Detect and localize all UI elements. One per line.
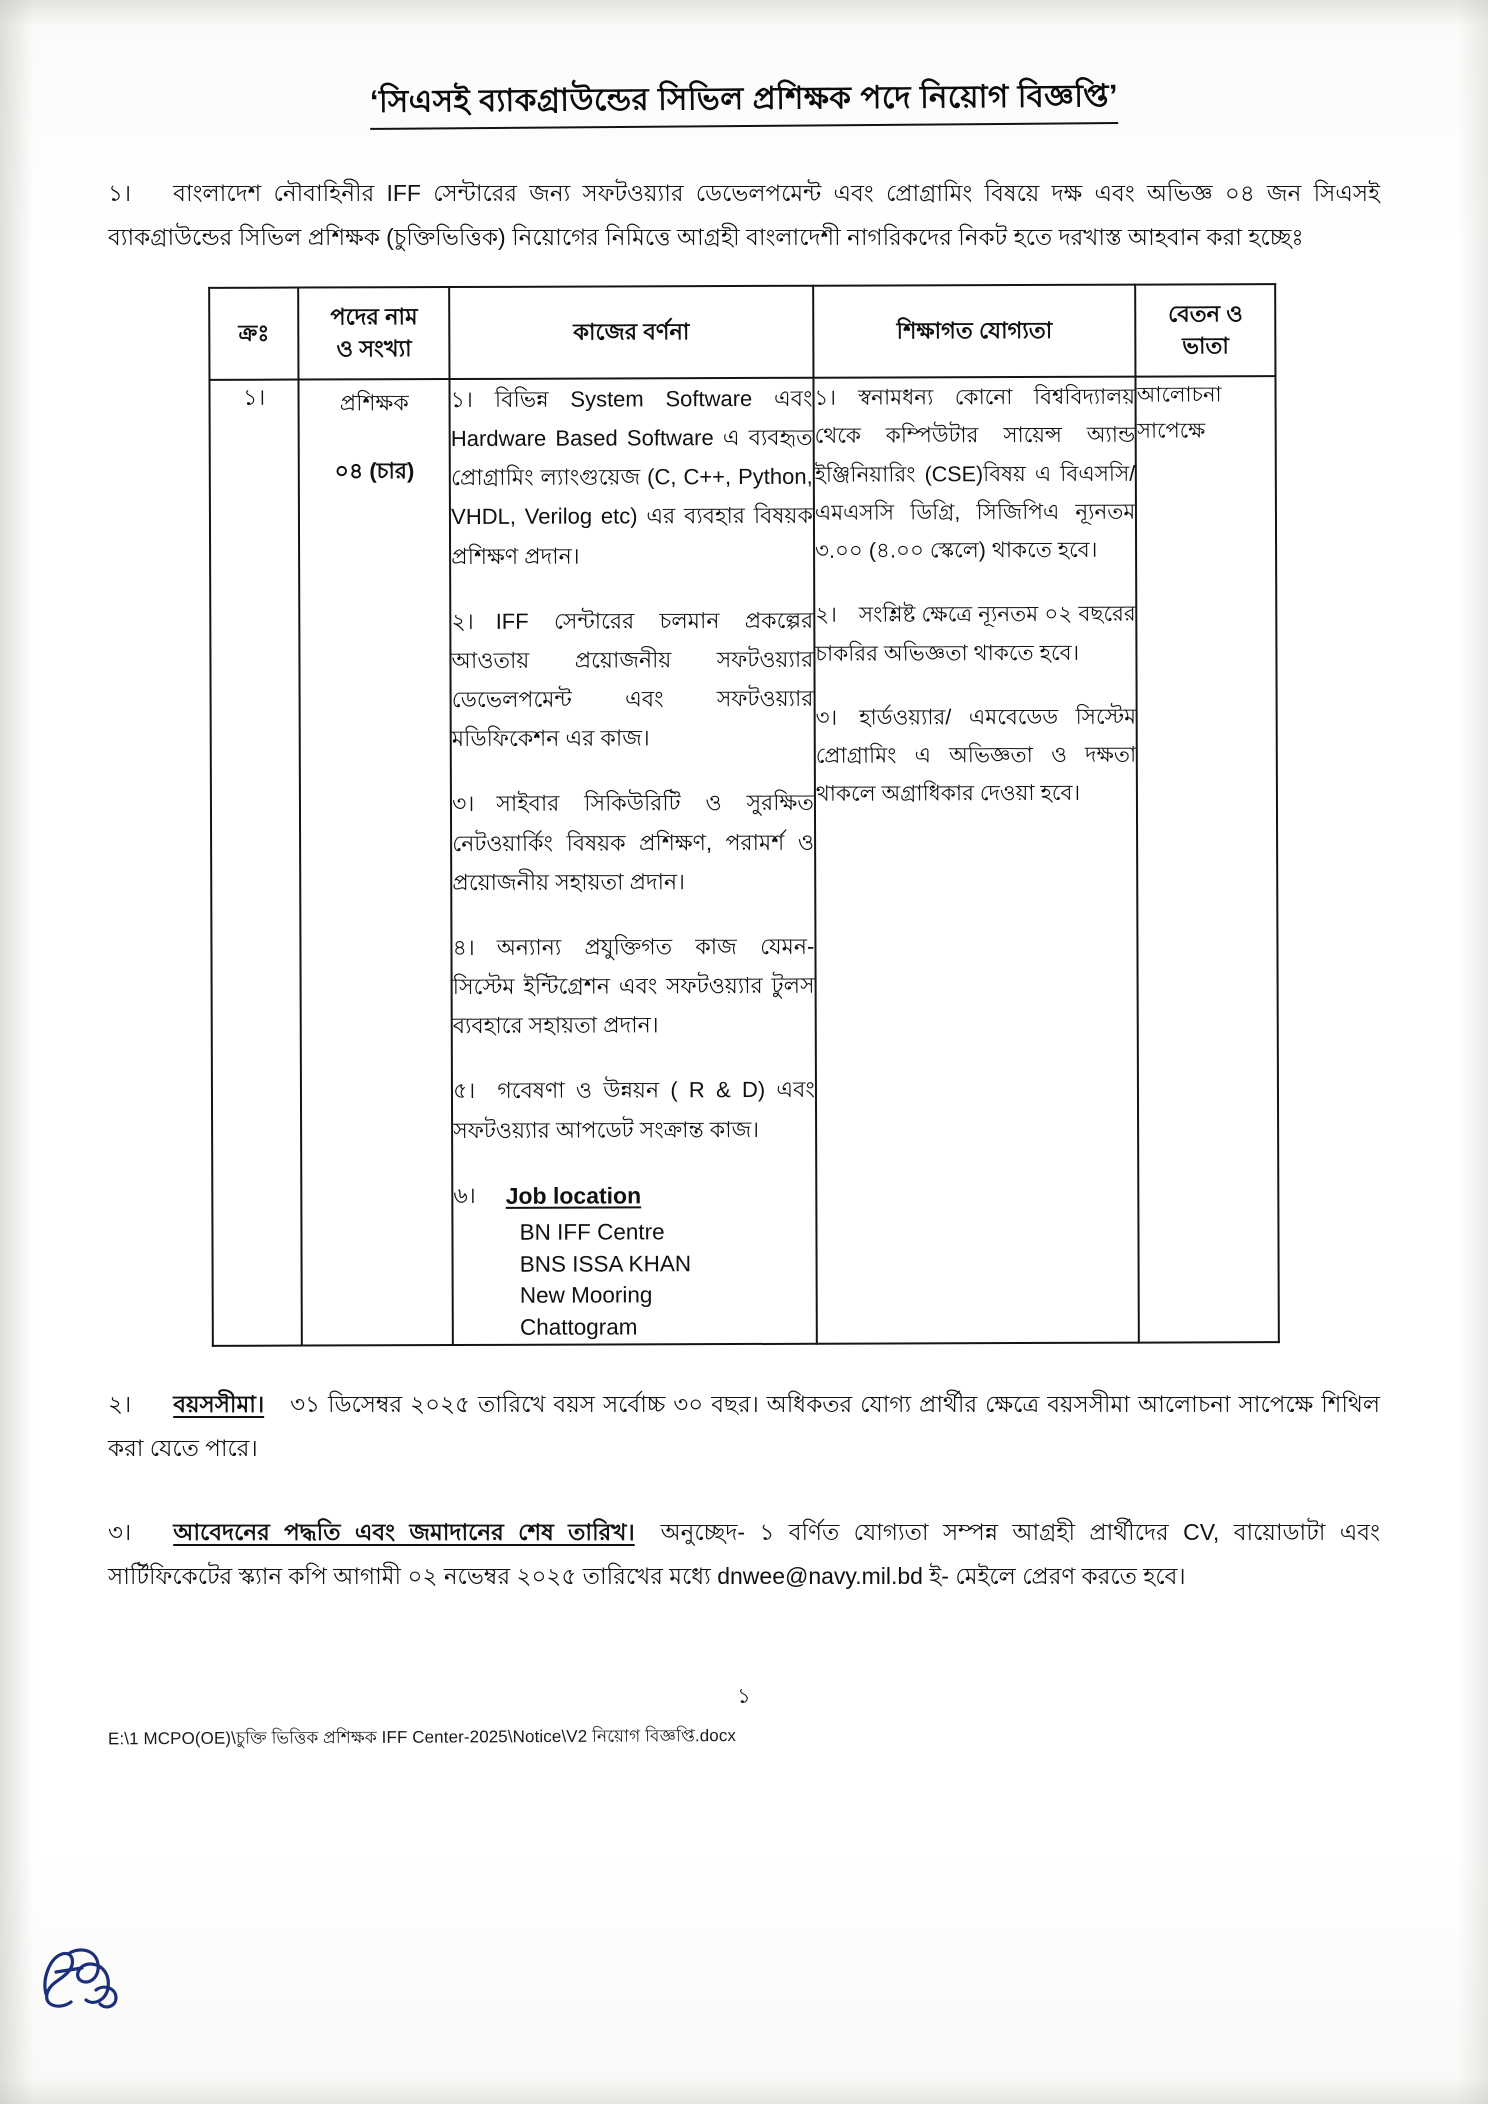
header-post-line2: ও সংখ্যা <box>336 335 412 362</box>
cell-post <box>299 379 453 1346</box>
header-post <box>298 287 449 380</box>
signature-mark <box>38 1938 124 2016</box>
job-location-label: Job location <box>505 1182 642 1209</box>
education-item <box>815 698 1136 814</box>
description-item <box>453 927 815 1046</box>
paragraph-text: অনুচ্ছেদ- ১ বর্ণিত যোগ্যতা সম্পন্ন আগ্রহী প্রার্থীদের CV, বায়োডাটা এবং সার্টিফিকেটের স্ক্যান কপি আগামী ০২ নভেম্বর ২০২৫ তারিখের মধ্যে dnwee@navy.mil.bd ই- মেইলে প্রেরণ করতে হবে। <box>108 1518 1380 1589</box>
cell-education <box>813 377 1139 1344</box>
file-path: E:\1 MCPO(OE)\চুক্তি ভিত্তিক প্রশিক্ষক IFF Center-2025\Notice\V2 নিয়োগ বিজ্ঞপ্তি.docx <box>107 1726 737 1749</box>
description-item-text: অন্যান্য প্রযুক্তিগত কাজ যেমন- সিস্টেম ইন্টিগ্রেশন এবং সফটওয়্যার টুলস ব্যবহারে সহায়তা প্রদান। <box>452 933 815 1039</box>
job-location-block <box>453 1175 815 1345</box>
paragraph-lead: আবেদনের পদ্ধতি এবং জমাদানের শেষ তারিখ। <box>173 1518 635 1545</box>
header-pay-line1: বেতন ও <box>1168 301 1243 327</box>
header-pay-line2: ভাতা <box>1182 332 1229 359</box>
page-title <box>108 73 1380 132</box>
education-item <box>814 378 1135 570</box>
paragraph-number: ৩। <box>108 1518 132 1545</box>
description-item-text: বিভিন্ন System Software এবং Hardware Based Software এ ব্যবহৃত প্রোগ্রামিং ল্যাংগুয়েজ (C, C++, Python, VHDL, Verilog etc) এর ব্যবহার বিষয়ক প্রশিক্ষণ প্রদান। <box>450 385 813 569</box>
education-item-text: স্বনামধন্য কোনো বিশ্ববিদ্যালয় থেকে কম্পিউটার সায়েন্স অ্যান্ড ইঞ্জিনিয়ারিং (CSE)বিষয় এ বিএসসি/ এমএসসি ডিগ্রি, সিজিপিএ ন্যূনতম ৩.০০ (৪.০০ স্কেলে) থাকতে হবে। <box>814 384 1136 563</box>
post-count: ০৪ (চার) <box>334 458 415 484</box>
paragraph-lead: বয়সসীমা। <box>173 1390 265 1417</box>
paragraph-text: ৩১ ডিসেম্বর ২০২৫ তারিখে বয়স সর্বোচ্চ ৩০ বছর। অধিকতর যোগ্য প্রার্থীর ক্ষেত্রে বয়সসীমা আলোচনা সাপেক্ষে শিথিল করা যেতে পারে। <box>108 1390 1380 1461</box>
description-item-text: IFF সেন্টারের চলমান প্রকল্পের আওতায় প্রয়োজনীয় সফটওয়্যার ডেভেলপমেন্ট এবং সফটওয়্যার মডিফিকেশন এর কাজ। <box>451 607 814 752</box>
page-number: ১ <box>737 1685 751 1709</box>
header-description: কাজের বর্ণনা <box>449 286 813 379</box>
education-item-mark: ২। <box>815 603 837 628</box>
description-item-mark: ৫। <box>453 1078 476 1104</box>
intro-text: বাংলাদেশ নৌবাহিনীর IFF সেন্টারের জন্য সফটওয়্যার ডেভেলপমেন্ট এবং প্রোগ্রামিং বিষয়ে দক্ষ এবং অভিজ্ঞ ০৪ জন সিএসই ব্যাকগ্রাউন্ডের সিভিল প্রশিক্ষক (চুক্তিভিত্তিক) নিয়োগের নিমিত্তে আগ্রহী বাংলাদেশী নাগরিকদের নিকট হতে দরখাস্ত আহবান করা হচ্ছেঃ <box>108 179 1380 250</box>
education-item-text: সংশ্লিষ্ট ক্ষেত্রে ন্যূনতম ০২ বছরের চাকরির অভিজ্ঞতা থাকতে হবে। <box>815 602 1136 666</box>
job-location-lines <box>520 1216 816 1345</box>
cell-serial: ১। <box>209 380 302 1347</box>
description-item-text: গবেষণা ও উন্নয়ন ( R & D) এবং সফটওয়্যার আপডেট সংক্রান্ত কাজ। <box>453 1077 815 1143</box>
pay-line1: আলোচনা <box>1136 383 1222 407</box>
header-serial: ক্রঃ <box>209 288 299 380</box>
header-education: শিক্ষাগত যোগ্যতা <box>813 285 1136 378</box>
pay-line2: সাপেক্ষে <box>1137 419 1206 443</box>
job-location-line: Chattogram <box>519 1314 638 1341</box>
header-post-line1: পদের নাম <box>330 304 418 330</box>
intro-paragraph <box>108 171 1380 259</box>
description-item <box>451 601 813 759</box>
page-title-text: ‘সিএসই ব্যাকগ্রাউন্ডের সিভিল প্রশিক্ষক পদে নিয়োগ বিজ্ঞপ্তি’ <box>370 75 1118 130</box>
notice-table-wrap <box>108 285 1380 1345</box>
scan-edge-top <box>0 0 1488 26</box>
job-location-mark: ৬। <box>453 1182 476 1208</box>
notice-table <box>208 283 1280 1347</box>
description-item <box>453 1070 815 1150</box>
paragraph-application-method <box>108 1510 1380 1598</box>
paragraph-number: ২। <box>108 1390 132 1417</box>
education-item-text: হার্ডওয়্যার/ এমবেডেড সিস্টেম প্রোগ্রামিং এ অভিজ্ঞতা ও দক্ষতা থাকলে অগ্রাধিকার দেওয়া হবে। <box>815 704 1137 807</box>
description-item-text: সাইবার সিকিউরিটি ও সুরক্ষিত নেটওয়ার্কিং বিষয়ক প্রশিক্ষণ, পরামর্শ ও প্রয়োজনীয় সহায়তা প্রদান। <box>452 790 815 895</box>
description-item-mark: ১। <box>450 387 473 413</box>
cell-pay <box>1136 376 1279 1343</box>
cell-description <box>450 378 817 1346</box>
header-pay <box>1136 284 1276 376</box>
job-location-line: BNS ISSA KHAN <box>519 1250 692 1277</box>
description-item <box>452 783 814 902</box>
description-item <box>451 379 813 576</box>
description-item-mark: ৩। <box>452 791 475 817</box>
job-location-line: BN IFF Centre <box>519 1219 665 1245</box>
education-item-mark: ৩। <box>815 705 838 730</box>
job-location-line: New Mooring <box>519 1282 653 1309</box>
post-name: প্রশিক্ষক <box>339 390 409 416</box>
table-row <box>209 376 1278 1346</box>
description-item-mark: ৪। <box>452 934 475 961</box>
education-item-mark: ১। <box>814 385 837 410</box>
education-item <box>815 595 1136 673</box>
intro-number: ১। <box>108 179 132 206</box>
paragraph-age-limit <box>108 1382 1380 1470</box>
table-header-row <box>209 284 1275 380</box>
description-item-mark: ২। <box>451 608 474 634</box>
scan-edge-bottom <box>0 2078 1488 2104</box>
